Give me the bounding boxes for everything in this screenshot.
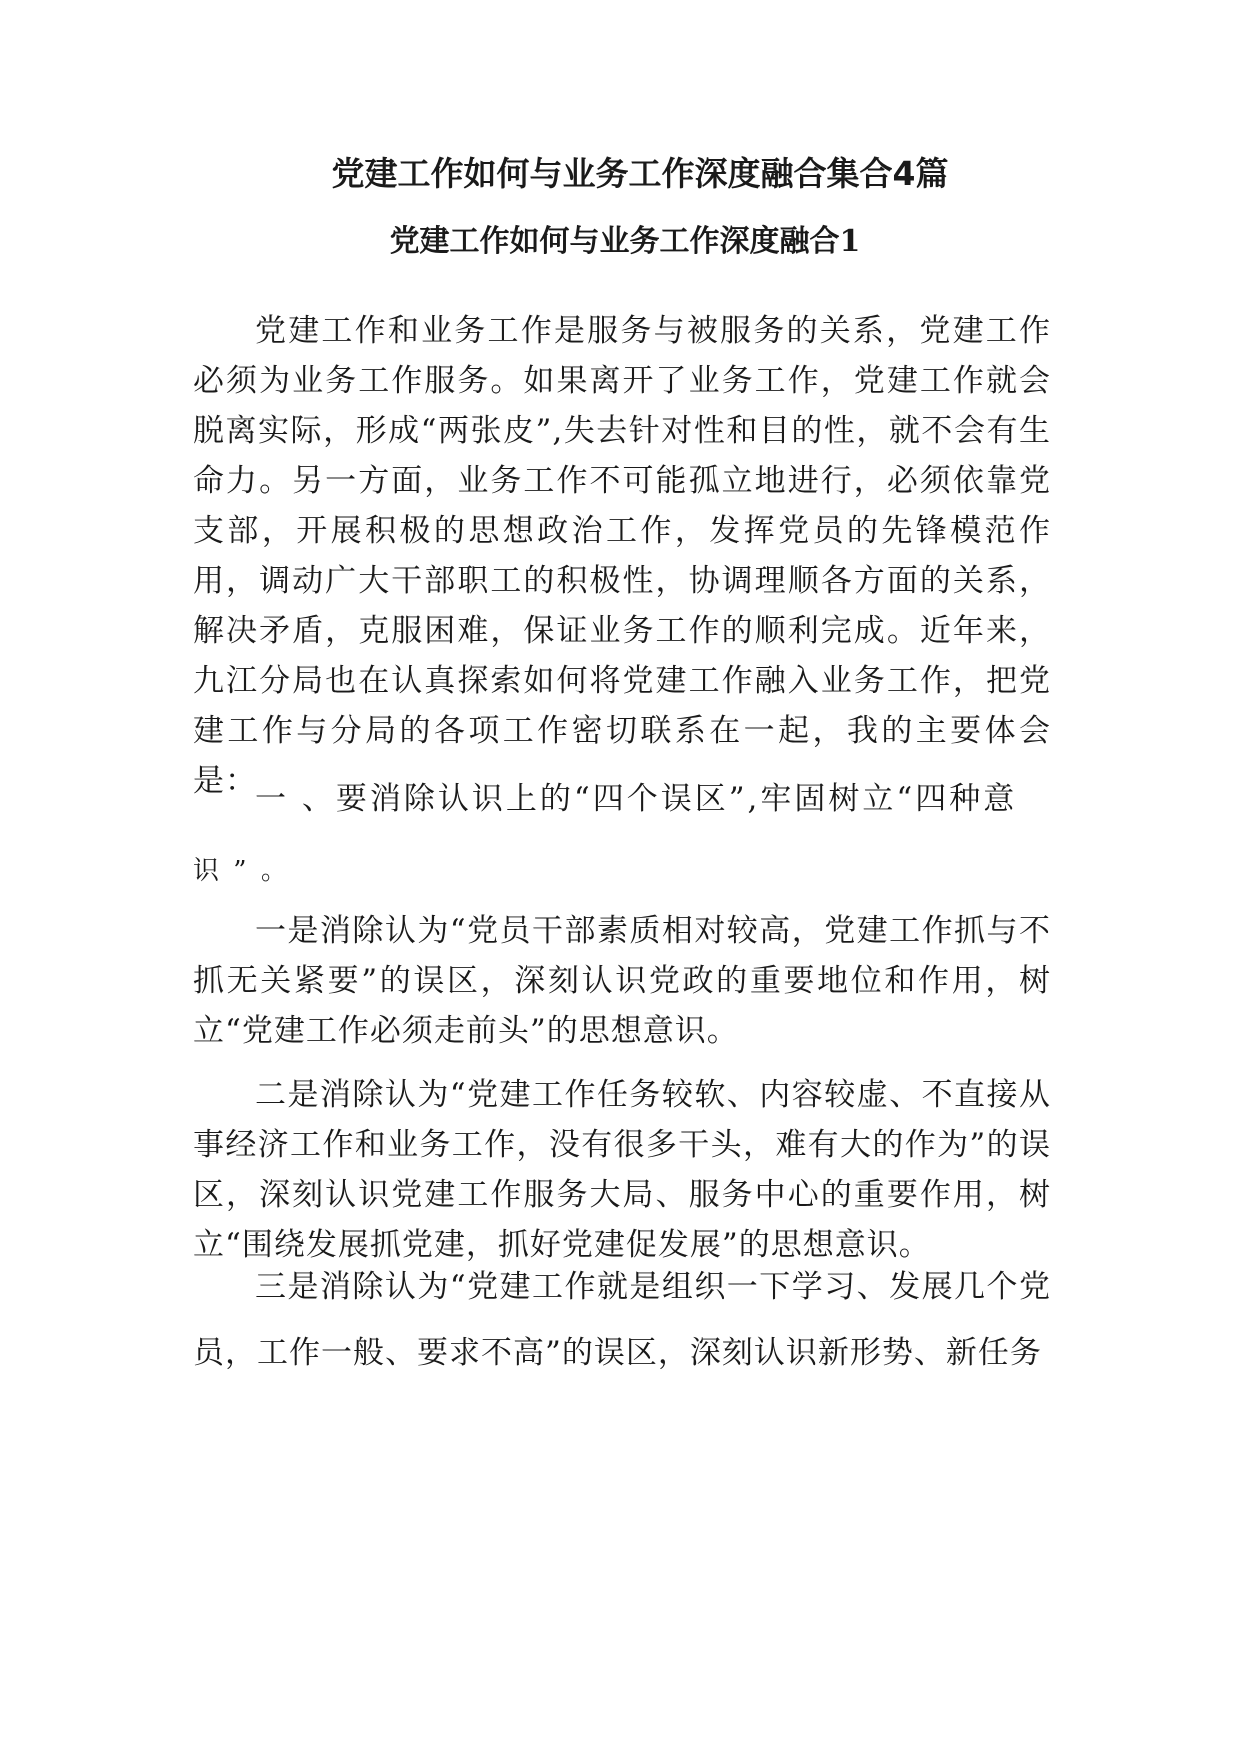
document-subtitle: 党建工作如何与业务工作深度融合1 xyxy=(389,224,861,259)
document-title: 党建工作如何与业务工作深度融合集合4篇 xyxy=(331,154,949,193)
paragraph-section-heading: 一 、要消除认识上的“四个误区”,牢固树立“四种意 xyxy=(255,781,1018,817)
paragraph-point-two: 二是消除认为“党建工作任务较软、内容较虚、不直接从事经济工作和业务工作，没有很多干头，难有大的作为”的误区，深刻认识党建工作服务大局、服务中心的重要作用，树立“围绕发展抓党建，抓好党建促发展”的思想意识。 xyxy=(193,1077,1051,1263)
paragraph-section-heading-tail: 识 ” 。 xyxy=(193,856,290,886)
paragraph-point-three: 三是消除认为“党建工作就是组织一下学习、发展几个党员，工作一般、要求不高”的误区，深刻认识新形势、新任务 xyxy=(193,1269,1051,1371)
paragraph-point-one: 一是消除认为“党员干部素质相对较高，党建工作抓与不抓无关紧要”的误区，深刻认识党政的重要地位和作用，树立“党建工作必须走前头”的思想意识。 xyxy=(193,913,1051,1049)
paragraph-intro: 党建工作和业务工作是服务与被服务的关系，党建工作必须为业务工作服务。如果离开了业务工作，党建工作就会脱离实际，形成“两张皮”,失去针对性和目的性，就不会有生命力。另一方面，业务工作不可能孤立地进行，必须依靠党支部，开展积极的思想政治工作，发挥党员的先锋模范作用，调动广大干部职工的积极性，协调理顺各方面的关系，解决矛盾，克服困难，保证业务工作的顺利完成。近年来，九江分局也在认真探索如何将党建工作融入业务工作，把党建工作与分局的各项工作密切联系在一起，我的主要体会是： xyxy=(193,313,1051,799)
